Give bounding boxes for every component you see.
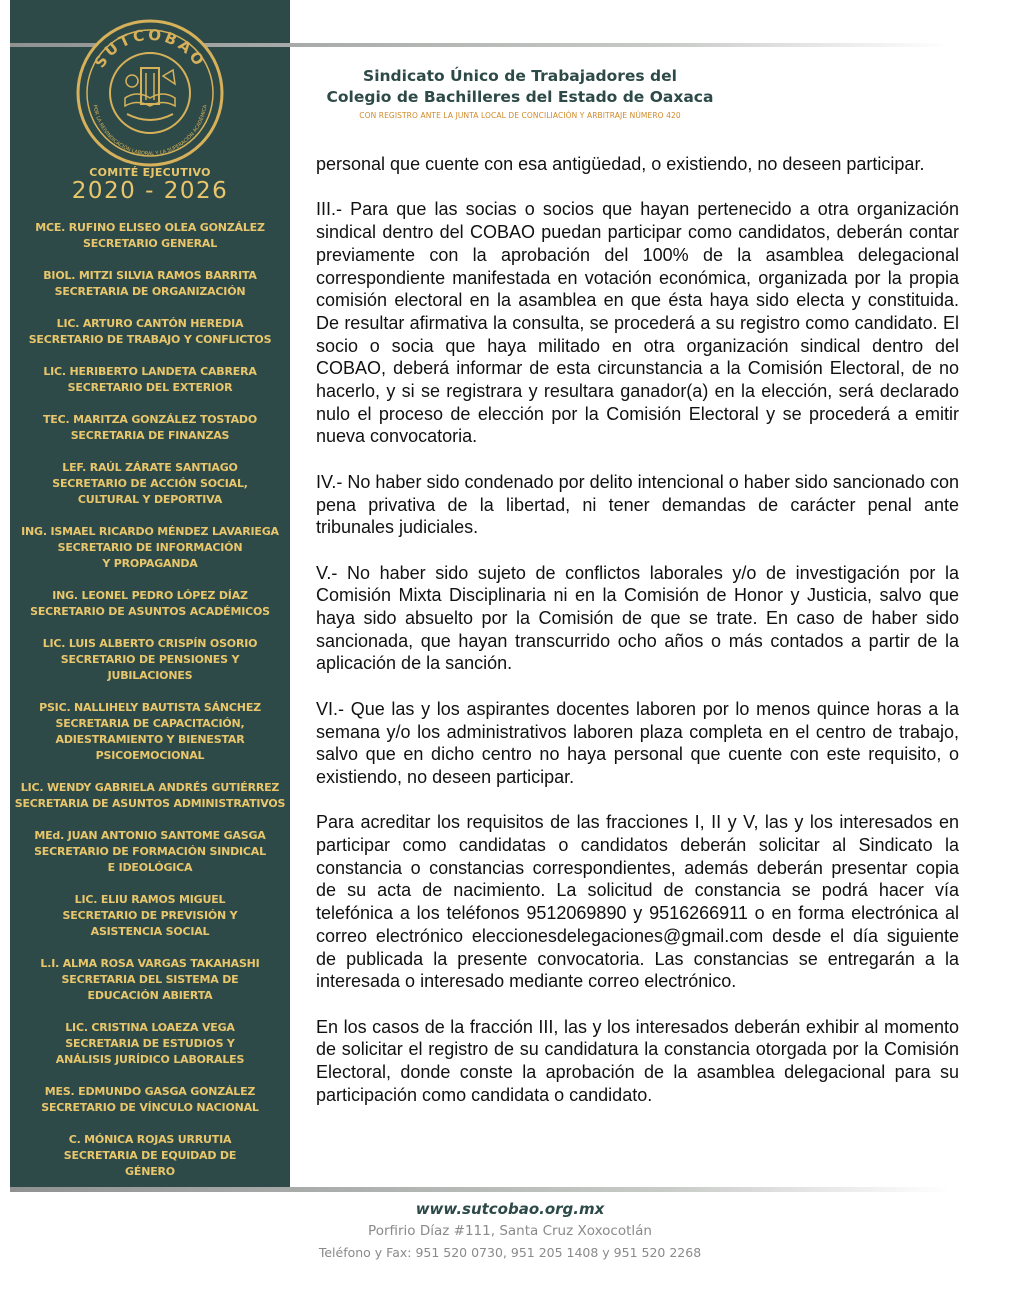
committee-member	[10, 364, 290, 396]
member-role: ASISTENCIA SOCIAL	[90, 925, 210, 938]
member-name: LIC. ARTURO CANTÓN HEREDIA	[56, 317, 244, 330]
committee-member	[10, 268, 290, 300]
body-paragraph: V.- No haber sido sujeto de conflictos laborales y/o de investigación por la Comisión Mixta Disciplinaria ni en la Comisión de Honor y Justicia, salvo que haya sido absuelto por la Comisión de que se trate. En caso de haber sido sancionada, que hayan transcurrido ocho años o más contados a partir de la aplicación de la sanción.	[316, 562, 959, 674]
member-role: SECRETARIO DE FORMACIÓN SINDICAL	[34, 845, 266, 858]
member-role: EDUCACIÓN ABIERTA	[87, 989, 213, 1002]
member-role: SECRETARIA DE CAPACITACIÓN,	[55, 717, 245, 730]
body-paragraph: personal que cuente con esa antigüedad, o existiendo, no deseen participar.	[316, 154, 925, 174]
member-role: SECRETARIO DE ASUNTOS ACADÉMICOS	[30, 605, 270, 618]
member-role: PSICOEMOCIONAL	[95, 749, 205, 762]
member-name: LEF. RAÚL ZÁRATE SANTIAGO	[62, 461, 238, 474]
member-role: SECRETARIO DE PENSIONES Y	[60, 653, 240, 666]
website-link[interactable]: www.sutcobao.org.mx	[415, 1200, 605, 1218]
member-name: MCE. RUFINO ELISEO OLEA GONZÁLEZ	[35, 221, 265, 234]
committee-member	[10, 524, 290, 572]
member-name: ING. ISMAEL RICARDO MÉNDEZ LAVARIEGA	[21, 525, 279, 538]
member-role: SECRETARIA DE ASUNTOS ADMINISTRATIVOS	[14, 797, 286, 810]
member-role: SECRETARIO DE INFORMACIÓN	[57, 541, 243, 554]
member-name: LIC. ELIU RAMOS MIGUEL	[74, 893, 226, 906]
member-name: LIC. WENDY GABRIELA ANDRÉS GUTIÉRREZ	[20, 781, 280, 794]
committee-years: 2020 - 2026	[71, 178, 229, 204]
body-paragraph: IV.- No haber sido condenado por delito intencional o haber sido sancionado con pena privativa de la libertad, ni tener demandas de carácter penal ante tribunales judiciales.	[316, 471, 959, 538]
executive-committee-list	[10, 220, 290, 1196]
committee-member	[10, 956, 290, 1004]
committee-member	[10, 1132, 290, 1180]
committee-member	[10, 220, 290, 252]
body-paragraph: En los casos de la fracción III, las y los interesados deberán exhibir al momento de solicitar el registro de su candidatura la constancia otorgada por la Comisión Electoral, donde conste la aprobación de la asamblea delegacional para su participación como candidata o candidato.	[316, 1016, 959, 1105]
member-name: MES. EDMUNDO GASGA GONZÁLEZ	[44, 1085, 256, 1098]
member-role: SECRETARIA DE ESTUDIOS Y	[65, 1037, 235, 1050]
member-name: L.I. ALMA ROSA VARGAS TAKAHASHI	[40, 957, 260, 970]
organization-name-line1: Sindicato Único de Trabajadores del	[363, 67, 677, 85]
svg-text:POR LA REIVINDICACIÓN LABORAL: POR LA REIVINDICACIÓN LABORAL Y LA SUPERACIÓN ACADÉMICA	[91, 104, 209, 158]
footer	[300, 1198, 720, 1264]
body-paragraph: VI.- Que las y los aspirantes docentes laboren por lo menos quince horas a la semana y/o los administrativos laboren plaza completa en el centro de trabajo, salvo que en dicho centro no haya personal que cuente con este requisito, o existiendo, no deseen participar.	[316, 698, 959, 787]
committee-member	[10, 1084, 290, 1116]
committee-member	[10, 636, 290, 684]
member-role: SECRETARIO DE PREVISIÓN Y	[62, 909, 238, 922]
footer-address: Porfirio Díaz #111, Santa Cruz Xoxocotlán	[368, 1223, 652, 1239]
committee-member	[10, 780, 290, 812]
member-name: LIC. HERIBERTO LANDETA CABRERA	[43, 365, 257, 378]
member-role: JUBILACIONES	[107, 669, 193, 682]
committee-member	[10, 1020, 290, 1068]
member-role: CULTURAL Y DEPORTIVA	[77, 493, 223, 506]
committee-member	[10, 588, 290, 620]
member-role: SECRETARIO DEL EXTERIOR	[67, 381, 233, 394]
footer-phone: Teléfono y Fax: 951 520 0730, 951 205 1408 y 951 520 2268	[318, 1245, 702, 1260]
committee-member	[10, 460, 290, 508]
member-role: SECRETARIO DE ACCIÓN SOCIAL,	[52, 477, 248, 490]
member-role: ADIESTRAMIENTO Y BIENESTAR	[55, 733, 245, 746]
committee-member	[10, 316, 290, 348]
member-role: SECRETARIA DE ORGANIZACIÓN	[54, 285, 246, 298]
committee-member	[10, 700, 290, 764]
svg-text:SUTCOBAO: SUTCOBAO	[90, 25, 210, 72]
member-role: SECRETARIA DE EQUIDAD DE	[63, 1149, 237, 1162]
body-paragraph: III.- Para que las socias o socios que hayan pertenecido a otra organización sindical dentro del COBAO puedan participar como candidatos, deberán contar previamente con la aprobación del 100% de la asamblea delegacional correspondiente manifestada en votación económica, organizada por la propia comisión electoral en la asamblea en que ésta haya sido electa y constituida. De resultar afirmativa la consulta, se procederá a su registro como candidato. El socio o socia que haya militado en otra organización sindical dentro del COBAO, deberá informar de esta circunstancia a la Comisión Electoral, de no hacerlo, y si se registrara y resultara ganador(a) en la elección, será declarado nulo el proceso de elección por la Comisión Electoral y se procederá a emitir nueva convocatoria.	[316, 199, 959, 447]
member-name: ING. LEONEL PEDRO LÓPEZ DÍAZ	[52, 589, 248, 602]
member-name: LIC. CRISTINA LOAEZA VEGA	[65, 1021, 235, 1034]
member-role: SECRETARIA DE FINANZAS	[70, 429, 230, 442]
sutcobao-seal-logo	[75, 18, 225, 168]
committee-member	[10, 892, 290, 940]
committee-member	[10, 412, 290, 444]
committee-label: COMITÉ EJECUTIVO	[89, 166, 211, 179]
document-body	[316, 153, 959, 1129]
member-role: GÉNERO	[125, 1165, 175, 1178]
member-name: MEd. JUAN ANTONIO SANTOME GASGA	[34, 829, 266, 842]
member-role: SECRETARIA DEL SISTEMA DE	[61, 973, 239, 986]
body-paragraph: Para acreditar los requisitos de las fracciones I, II y V, las y los interesados en participar como candidatas o candidatos deberán solicitar al Sindicato la constancia o constancias correspondientes, además deberán presentar copia de su acta de nacimiento. La solicitud de constancia se podrá hacer vía telefónica a los teléfonos 9512069890 y 9516266911 o en forma electrónica al correo electrónico eleccionesdelegaciones@gmail.com desde el día siguiente de publicada la presente convocatoria. Las constancias se entregarán a la interesada o interesado mediante correo electrónico.	[316, 812, 959, 992]
member-role: ANÁLISIS JURÍDICO LABORALES	[55, 1053, 245, 1066]
member-role: SECRETARIO DE TRABAJO Y CONFLICTOS	[28, 333, 272, 346]
member-role: E IDEOLÓGICA	[107, 861, 193, 874]
committee-member	[10, 828, 290, 876]
registry-note: CON REGISTRO ANTE LA JUNTA LOCAL DE CONCILIACIÓN Y ARBITRAJE NÚMERO 420	[359, 111, 681, 120]
member-name: BIOL. MITZI SILVIA RAMOS BARRITA	[43, 269, 257, 282]
member-name: LIC. LUIS ALBERTO CRISPÍN OSORIO	[42, 637, 258, 650]
letterhead	[300, 66, 740, 120]
member-name: C. MÓNICA ROJAS URRUTIA	[68, 1133, 232, 1146]
member-role: SECRETARIO DE VÍNCULO NACIONAL	[41, 1101, 259, 1114]
member-role: SECRETARIO GENERAL	[82, 237, 218, 250]
organization-name-line2: Colegio de Bachilleres del Estado de Oaxaca	[326, 88, 714, 106]
member-role: Y PROPAGANDA	[102, 557, 198, 570]
member-name: PSIC. NALLIHELY BAUTISTA SÁNCHEZ	[39, 701, 261, 714]
member-name: TEC. MARITZA GONZÁLEZ TOSTADO	[43, 413, 257, 426]
